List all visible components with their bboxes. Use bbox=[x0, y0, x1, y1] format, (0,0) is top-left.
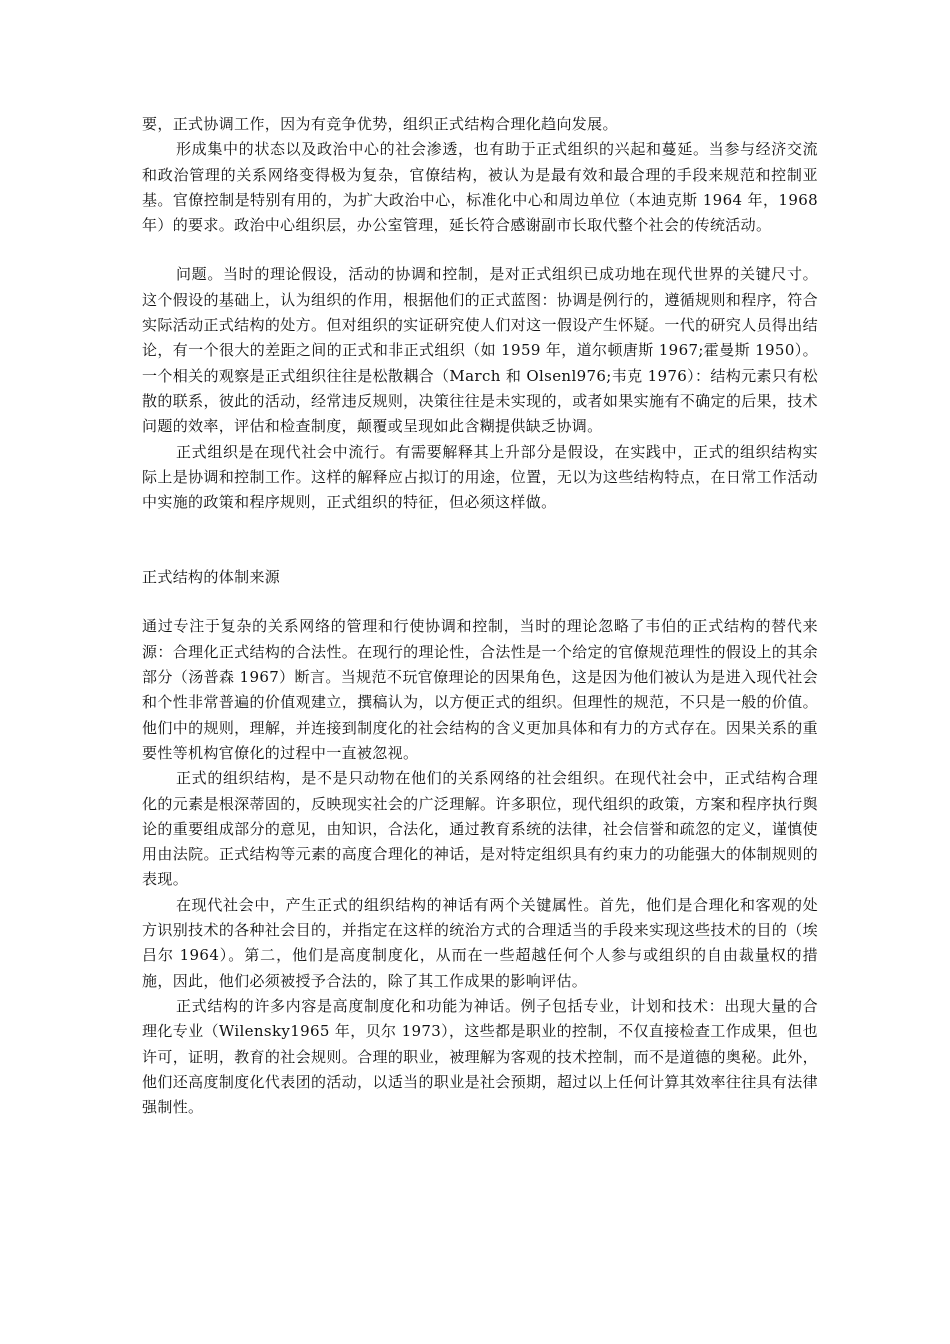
paragraph-political-center: 形成集中的状态以及政治中心的社会渗透，也有助于正式组织的兴起和蔓延。当参与经济交流和政治管理的关系网络变得极为复杂，官僚结构，被认为是最有效和最合理的手段来规范和控制亚基。官僚控制是特别有用的，为扩大政治中心，标准化中心和周边单位（本迪克斯 1964 年，1968 年）的要求。政治中心组织层，办公室管理，延长符合感谢副市长取代整个社会的传统活动。 bbox=[142, 140, 818, 235]
paragraph-myths-examples: 正式结构的许多内容是高度制度化和功能为神话。例子包括专业，计划和技术：出现大量的合理化专业（Wilensky1965 年，贝尔 1973），这些都是职业的控制，不仅直接检查工作成果，但也许可，证明，教育的社会规则。合理的职业，被理解为客观的技术控制，而不是道德的奥秘。此外，他们还高度制度化代表团的活动，以适当的职业是社会预期，超过以上任何计算其效率往往具有法律强制性。 bbox=[142, 996, 818, 1117]
paragraph-institutional-sources: 通过专注于复杂的关系网络的管理和行使协调和控制，当时的理论忽略了韦伯的正式结构的替代来源：合理化正式结构的合法性。在现行的理论性，合法性是一个给定的官僚规范理性的假设上的其余部分（汤普森 1967）断言。当规范不玩官僚理论的因果角色，这是因为他们被认为是进入现代社会和个性非常普遍的价值观建立，撰稿认为，以方便正式的组织。但理性的规范，不只是一般的价值。他们中的规则，理解，并连接到制度化的社会结构的含义更加具体和有力的方式存在。因果关系的重要性等机构官僚化的过程中一直被忽视。 bbox=[142, 617, 818, 762]
paragraph-formal-structure: 正式的组织结构，是不是只动物在他们的关系网络的社会组织。在现代社会中，正式结构合理化的元素是根深蒂固的，反映现实社会的广泛理解。许多职位，现代组织的政策，方案和程序执行舆论的重要组成部分的意见，由知识，合法化，通过教育系统的法律，社会信誉和疏忽的定义，谨慎使用由法院。正式结构等元素的高度合理化的神话，是对特定组织具有约束力的功能强大的体制规则的表现。 bbox=[142, 769, 818, 889]
paragraph-continuation: 要，正式协调工作，因为有竞争优势，组织正式结构合理化趋向发展。 bbox=[142, 115, 618, 133]
paragraph-myths-properties: 在现代社会中，产生正式的组织结构的神话有两个关键属性。首先，他们是合理化和客观的处方识别技术的各种社会目的，并指定在这样的统治方式的合理适当的手段来实现这些技术的目的（埃吕尔 1964）。第二，他们是高度制度化，从而在一些超越任何个人参与或组织的自由裁量权的措施，因此，他们必须被授予合法的，除了其工作成果的影响评估。 bbox=[142, 895, 818, 990]
document-page bbox=[142, 112, 818, 1120]
paragraph-problem: 问题。当时的理论假设，活动的协调和控制，是对正式组织已成功地在现代世界的关键尺寸。这个假设的基础上，认为组织的作用，根据他们的正式蓝图：协调是例行的，遵循规则和程序，符合实际活动正式结构的处方。但对组织的实证研究使人们对这一假设产生怀疑。一代的研究人员得出结论，有一个很大的差距之间的正式和非正式组织（如 1959 年，道尔顿唐斯 1967;霍曼斯 1950）。一个相关的观察是正式组织往往是松散耦合（March 和 Olsenl976;韦克 1976）：结构元素只有松散的联系，彼此的活动，经常违反规则，决策往往是未实现的，或者如果实施有不确定的后果，技术问题的效率，评估和检查制度，颠覆或呈现如此含糊提供缺乏协调。 bbox=[142, 265, 818, 436]
heading-spacer bbox=[142, 590, 818, 614]
section-spacer bbox=[142, 515, 818, 565]
paragraph-spacer bbox=[142, 238, 818, 262]
paragraph-formal-organization: 正式组织是在现代社会中流行。有需要解释其上升部分是假设，在实践中，正式的组织结构实际上是协调和控制工作。这样的解释应占拟订的用途，位置，无以为这些结构特点，在日常工作活动中实施的政策和程序规则，正式组织的特征，但必须这样做。 bbox=[142, 442, 818, 512]
section-heading: 正式结构的体制来源 bbox=[142, 568, 281, 587]
